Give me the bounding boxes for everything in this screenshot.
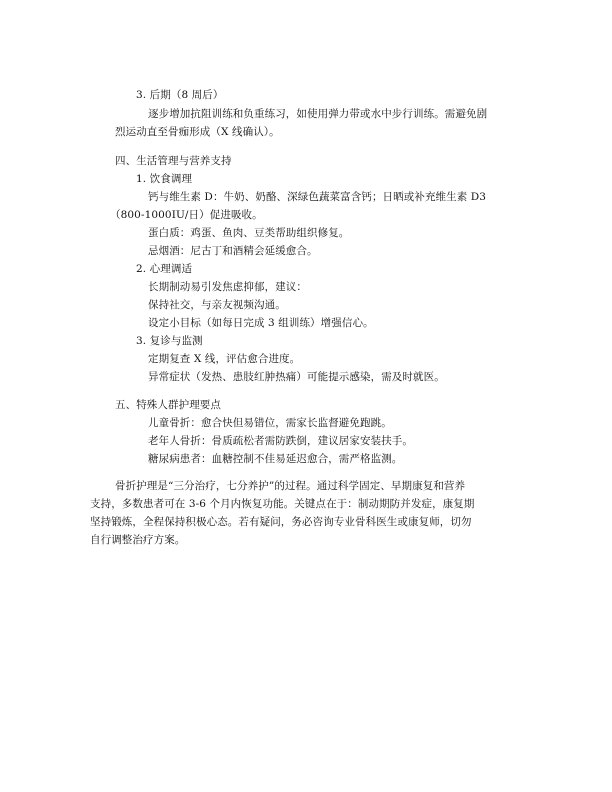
followup-line2: 异常症状（发热、患肢红肿热痛）可能提示感染，需及时就医。 [148, 371, 445, 383]
conclusion-line2: 支持，多数患者可在 3-6 个月内恢复功能。关键点在于：制动期防并发症，康复期 [90, 498, 475, 510]
conclusion-line1: 骨折护理是“三分治疗，七分养护”的过程。通过科学固定、早期康复和营养 [115, 480, 466, 492]
diet-avoid: 忌烟酒：尼古丁和酒精会延缓愈合。 [148, 245, 318, 257]
conclusion-line4: 自行调整治疗方案。 [90, 534, 186, 546]
late-stage-text-line2: 烈运动直至骨痂形成（X 线确认）。 [115, 126, 280, 138]
mental-line2: 保持社交，与亲友视频沟通。 [148, 299, 286, 311]
special-diabetes: 糖尿病患者：血糖控制不佳易延迟愈合，需严格监测。 [148, 453, 403, 465]
followup-line1: 定期复查 X 线，评估愈合进度。 [148, 353, 301, 365]
mental-line3: 设定小目标（如每日完成 3 组训练）增强信心。 [148, 317, 374, 329]
diet-heading: 1. 饮食调理 [136, 173, 193, 185]
special-children: 儿童骨折：愈合快但易错位，需家长监督避免跑跳。 [148, 417, 392, 429]
mental-line1: 长期制动易引发焦虑抑郁，建议： [148, 281, 307, 293]
late-stage-text-line1: 逐步增加抗阻训练和负重练习，如使用弹力带或水中步行训练。需避免剧 [148, 108, 488, 120]
section5-heading: 五、特殊人群护理要点 [115, 399, 221, 411]
diet-calcium-line1: 钙与维生素 D：牛奶、奶酪、深绿色蔬菜富含钙；日晒或补充维生素 D3 [148, 191, 487, 203]
diet-protein: 蛋白质：鸡蛋、鱼肉、豆类帮助组织修复。 [148, 227, 350, 239]
mental-heading: 2. 心理调适 [136, 263, 193, 275]
late-stage-heading: 3. 后期（8 周后） [136, 89, 224, 101]
section4-heading: 四、生活管理与营养支持 [115, 155, 232, 167]
followup-heading: 3. 复诊与监测 [136, 335, 203, 347]
special-elderly: 老年人骨折：骨质疏松者需防跌倒，建议居家安装扶手。 [148, 435, 413, 447]
conclusion-line3: 坚持锻炼，全程保持积极心态。若有疑问，务必咨询专业骨科医生或康复师，切勿 [90, 516, 472, 528]
diet-calcium-line2: （800-1000IU/日）促进吸收。 [110, 209, 263, 221]
